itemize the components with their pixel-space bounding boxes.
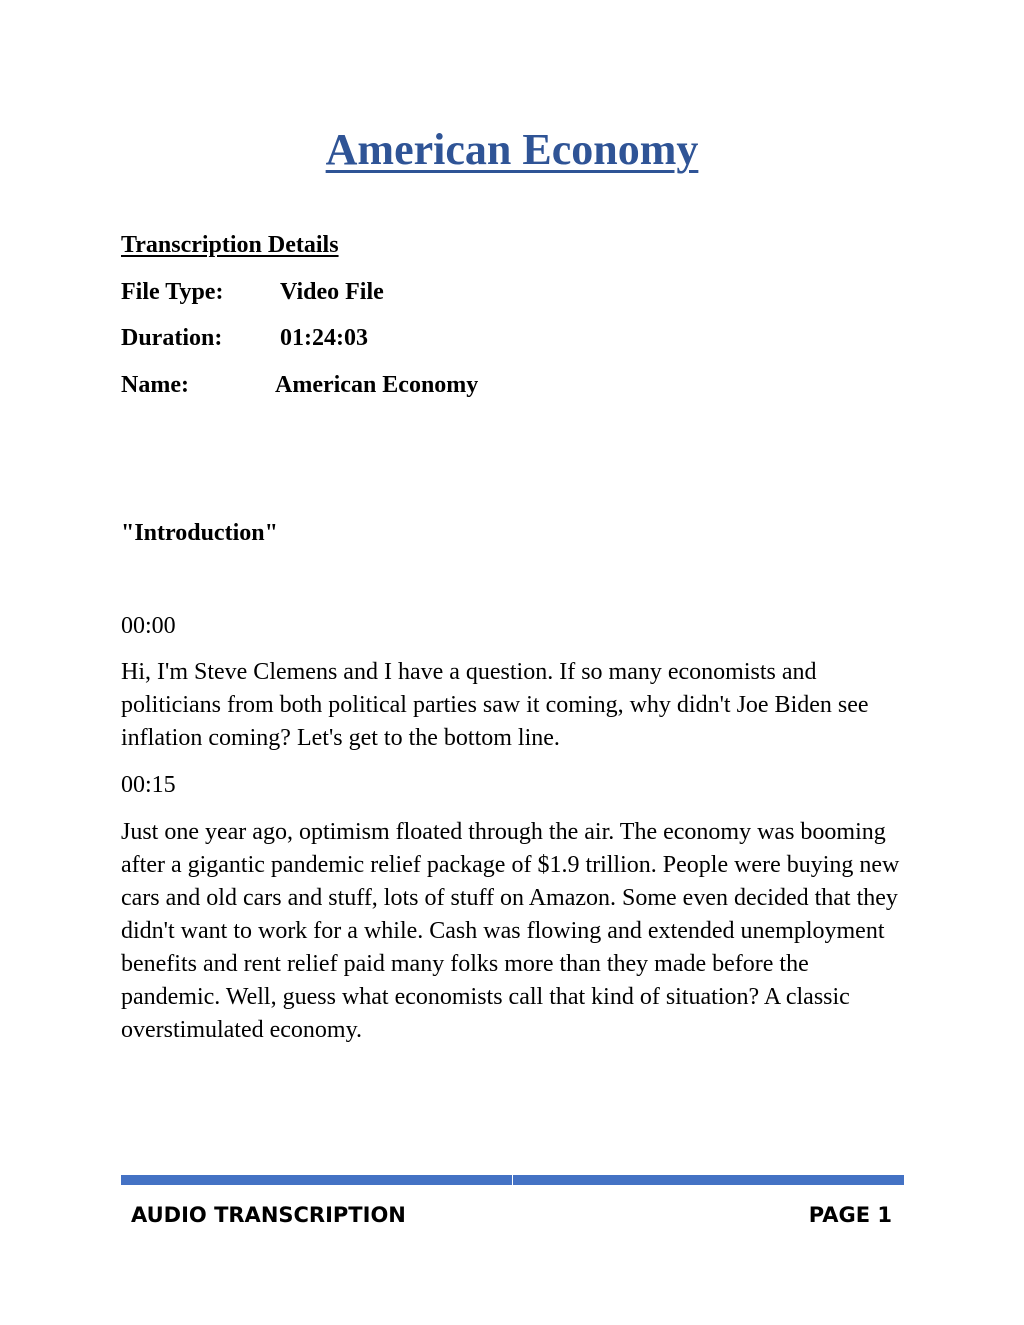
detail-name-value: American Economy [275,372,479,398]
document-title: American Economy [325,125,699,174]
segment-timestamp: 00:00 [121,613,176,639]
footer-divider-segment [513,1175,904,1185]
segment-text: Hi, I'm Steve Clemens and I have a question. If so many economists and politicians from both political parties saw it coming, why didn't Joe Biden see inflation coming? Let's get to the bottom line. [121,659,869,751]
footer-page-number: PAGE 1 [808,1203,892,1227]
detail-name-label: Name: [121,372,189,398]
detail-duration-label: Duration: [121,325,223,351]
detail-file-type-label: File Type: [121,279,224,305]
detail-file-type-value: Video File [280,279,384,305]
detail-duration-value: 01:24:03 [280,325,368,351]
segment-timestamp: 00:15 [121,772,176,798]
transcription-details-heading: Transcription Details [121,232,339,258]
segment-text: Just one year ago, optimism floated through the air. The economy was booming after a gigantic pandemic relief package of $1.9 trillion. People were buying new cars and old cars and stuff, lots of stuff on Amazon. Some even decided that they didn't want to work for a while. Cash was flowing and extended unemployment benefits and rent relief paid many folks more than they made before the pandemic. Well, guess what economists call that kind of situation? A classic overstimulated economy. [121,819,900,1043]
section-heading-introduction: "Introduction" [121,520,278,546]
footer-divider [121,1175,904,1185]
footer-document-label: AUDIO TRANSCRIPTION [131,1203,406,1227]
footer-divider-segment [121,1175,512,1185]
